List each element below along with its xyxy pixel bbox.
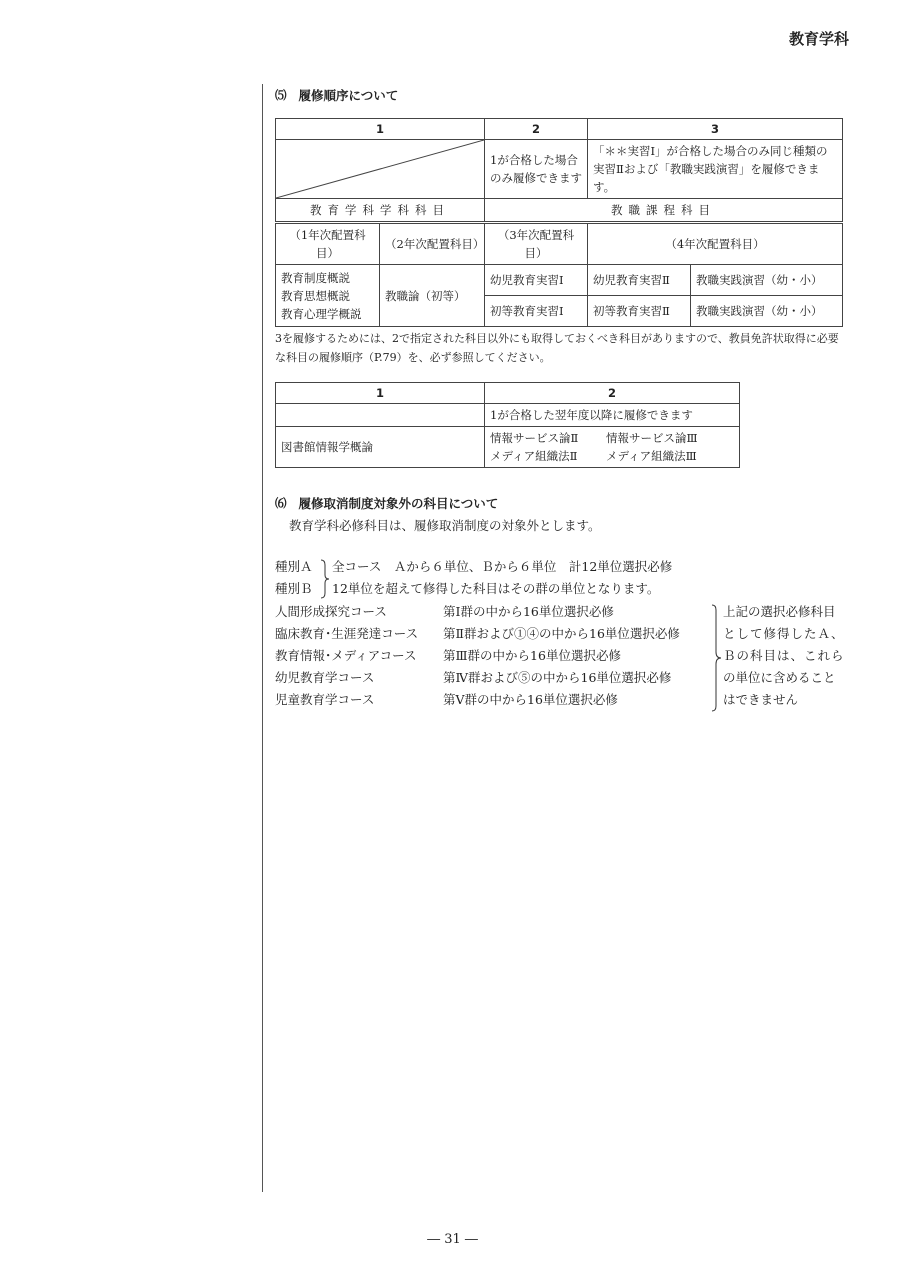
course-rule: 第Ⅳ群および⑤の中から16単位選択必修 [443,670,672,685]
condition-3: 「＊＊実習Ⅰ」が合格した場合のみ同じ種類の実習Ⅱおよび「教職実践演習」を履修できます。 [588,140,843,199]
brace-icon [318,559,330,599]
side-note-line: の単位に含めること [723,670,836,685]
course-name: 人間形成探究コース [275,604,387,619]
library-order-table [275,382,740,468]
course-name: 教育情報･メディアコース [275,648,417,663]
group-dept-subjects: 教育学科学科科目 [276,199,485,223]
condition-2: 1が合格した翌年度以降に履修できます [485,404,740,427]
type-b-label: 種別Ｂ [275,581,313,596]
rule-line-1: 全コース Ａから６単位、Ｂから６単位 計12単位選択必修 [332,559,673,574]
empty-cell [276,404,485,427]
section6-intro: 教育学科必修科目は、履修取消制度の対象外とします。 [289,518,601,533]
page-number: ― 31 ― [427,1232,478,1247]
table-row [276,223,843,265]
course-rule: 第Ⅴ群の中から16単位選択必修 [443,692,618,707]
course-rule: 第Ⅱ群および①④の中から16単位選択必修 [443,626,680,641]
elective-rules [275,556,843,716]
table-row [276,119,843,140]
side-note-line: Ｂの科目は、これら [723,648,845,663]
subject: 教職実践演習（幼・小） [691,296,843,327]
diagonal-cell [276,140,485,199]
subject: 教育思想概説 [281,288,350,303]
side-note-line: として修得したＡ、 [723,626,845,641]
course-rule: 第Ⅰ群の中から16単位選択必修 [443,604,614,619]
year-label-1: （1年次配置科目） [276,223,380,265]
course-order-table [275,118,843,327]
section5-heading [275,86,843,104]
subjects-2 [485,427,740,468]
course-rule: 第Ⅲ群の中から16単位選択必修 [443,648,621,663]
rule-line-2: 12単位を超えて修得した科目はその群の単位となります。 [332,581,660,596]
subject: 幼児教育実習Ⅰ [485,265,588,296]
course-name: 幼児教育学コース [275,670,375,685]
department-title: 教育学科 [788,30,849,48]
subject: 教育制度概説 [281,270,350,285]
subject: 図書館情報学概論 [276,427,485,468]
year-label-4: （4年次配置科目） [588,223,843,265]
col-header-1: 1 [276,119,485,140]
subject: メディア組織法Ⅲ [606,449,697,463]
year-label-3: （3年次配置科目） [485,223,588,265]
condition-2: 1が合格した場合のみ履修できます [485,140,588,199]
section6-title: 履修取消制度対象外の科目について [298,496,499,511]
subject: メディア組織法Ⅱ [490,449,578,463]
subject: 情報サービス論Ⅲ [606,431,698,445]
year2-subject: 教職論（初等） [380,265,485,327]
type-a-label: 種別Ａ [275,559,313,574]
year1-subjects [276,265,380,327]
section5-title: 履修順序について [298,88,399,103]
col-header-2: 2 [485,383,740,404]
table-row [276,383,740,404]
subject: 初等教育実習Ⅰ [485,296,588,327]
subject: 初等教育実習Ⅱ [588,296,691,327]
prerequisite-note: 3を履修するためには、2で指定された科目以外にも取得しておくべき科目がありますので、教員免許状取得に必要な科目の履修順序（P.79）を、必ず参照してください。 [275,332,839,364]
subject: 教職実践演習（幼・小） [691,265,843,296]
group-teaching-subjects: 教職課程科目 [485,199,843,223]
course-name: 児童教育学コース [275,692,375,707]
section5-number: ⑸ [275,88,287,102]
col-header-1: 1 [276,383,485,404]
section6-heading [275,494,843,512]
table-row [276,404,740,427]
col-header-2: 2 [485,119,588,140]
subject: 幼児教育実習Ⅱ [588,265,691,296]
brace-icon [711,604,723,712]
table-row [276,199,843,223]
subject: 教育心理学概説 [281,306,362,321]
side-note-line: はできません [723,692,799,707]
course-name: 臨床教育･生涯発達コース [275,626,419,641]
section6-number: ⑹ [275,496,287,510]
table-row [276,140,843,199]
diagonal-line [276,140,484,198]
col-header-3: 3 [588,119,843,140]
subject: 情報サービス論Ⅱ [490,431,579,445]
margin-rule [262,84,263,1192]
year-label-2: （2年次配置科目） [380,223,485,265]
side-note-line: 上記の選択必修科目 [723,604,836,619]
main-content [275,86,843,716]
table-row [276,427,740,468]
table-row [276,265,843,296]
